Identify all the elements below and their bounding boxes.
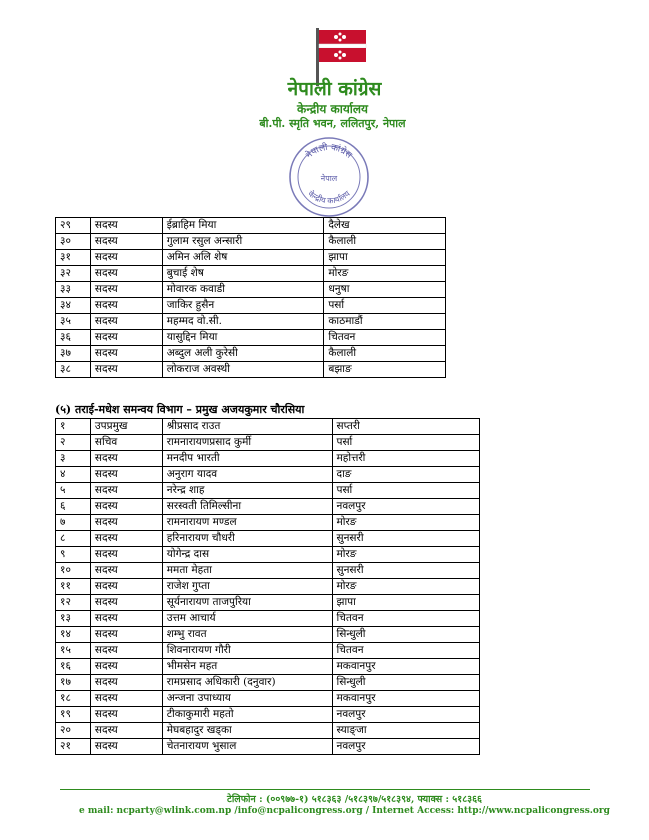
section-heading: (५) तराई-मधेश समन्वय विभाग – प्रमुख अजयकुमार चौरसिया [55,403,305,416]
table-row [56,563,480,579]
serial-number-cell: १७ [56,675,91,691]
table-row [56,451,480,467]
district-cell: मोरङ [332,515,480,531]
party-name: नेपाली कांग्रेस [287,78,382,100]
position-cell: सदस्य [90,451,162,467]
serial-number-cell: १६ [56,659,91,675]
seal-text-bottom: केन्द्रीय कार्यालय [306,189,352,206]
district-cell: चितवन [332,611,480,627]
district-cell: नवलपुर [332,707,480,723]
terai-madhesh-department-table [55,418,480,755]
district-cell: मोरङ [332,547,480,563]
table-row [56,483,480,499]
table-row [56,282,446,298]
serial-number-cell: १३ [56,611,91,627]
serial-number-cell: १८ [56,691,91,707]
member-name-cell: योगेन्द्र दास [162,547,332,563]
member-name-cell: राजेश गुप्ता [162,579,332,595]
serial-number-cell: ३४ [56,298,91,314]
serial-number-cell: ११ [56,579,91,595]
seal-text-middle: नेपाल [320,174,338,183]
district-cell: मकवानपुर [332,659,480,675]
serial-number-cell: २० [56,723,91,739]
district-cell: पर्सा [324,298,446,314]
district-cell: स्याङ्जा [332,723,480,739]
district-cell: काठमाडौं [324,314,446,330]
member-name-cell: रामनारायण मण्डल [162,515,332,531]
serial-number-cell: १२ [56,595,91,611]
district-cell: कैलाली [324,234,446,250]
member-name-cell: महम्मद वो.सी. [162,314,324,330]
district-cell: चितवन [324,330,446,346]
position-cell: सदस्य [90,362,162,378]
position-cell: सदस्य [90,691,162,707]
office-name: केन्द्रीय कार्यालय [296,102,369,116]
member-name-cell: मनदीप भारती [162,451,332,467]
seal-text-top: नेपाली कांग्रेस [304,142,354,161]
district-cell: कैलाली [324,346,446,362]
table-row [56,547,480,563]
table-row [56,250,446,266]
member-name-cell: जाकिर हुसैन [162,298,324,314]
table-row [56,611,480,627]
district-cell: सिन्धुली [332,675,480,691]
table-row [56,627,480,643]
serial-number-cell: २ [56,435,91,451]
table-row [56,218,446,234]
table-row [56,266,446,282]
serial-number-cell: ४ [56,467,91,483]
table-row [56,499,480,515]
position-cell: सदस्य [90,298,162,314]
member-name-cell: सरस्वती तिमिल्सीना [162,499,332,515]
position-cell: सदस्य [90,579,162,595]
position-cell: सदस्य [90,627,162,643]
table-row [56,419,480,435]
district-cell: सुनसरी [332,563,480,579]
position-cell: सदस्य [90,282,162,298]
position-cell: सदस्य [90,707,162,723]
table-row [56,515,480,531]
serial-number-cell: ३८ [56,362,91,378]
position-cell: सदस्य [90,739,162,755]
serial-number-cell: ७ [56,515,91,531]
district-cell: झापा [332,595,480,611]
member-name-cell: अन्जना उपाध्याय [162,691,332,707]
office-address: बी.पी. स्मृति भवन, ललितपुर, नेपाल [259,117,406,130]
member-name-cell: लोकराज अवस्थी [162,362,324,378]
serial-number-cell: १० [56,563,91,579]
position-cell: सदस्य [90,547,162,563]
district-cell: पर्सा [332,483,480,499]
district-cell: मोरङ [324,266,446,282]
table-row [56,691,480,707]
table-row [56,435,480,451]
position-cell: सदस्य [90,346,162,362]
member-name-cell: मोवारक कवाडी [162,282,324,298]
position-cell: सदस्य [90,499,162,515]
member-name-cell: श्रीप्रसाद राउत [162,419,332,435]
district-cell: दाङ [332,467,480,483]
member-name-cell: सूर्यनारायण ताजपुरिया [162,595,332,611]
serial-number-cell: १४ [56,627,91,643]
district-cell: सिन्धुली [332,627,480,643]
member-name-cell: ममता मेहता [162,563,332,579]
member-name-cell: उत्तम आचार्य [162,611,332,627]
position-cell: सदस्य [90,218,162,234]
member-name-cell: गुलाम रसुल अन्सारी [162,234,324,250]
table-row [56,362,446,378]
table-row [56,234,446,250]
position-cell: सदस्य [90,595,162,611]
position-cell: सदस्य [90,611,162,627]
member-name-cell: रामप्रसाद अधिकारी (दनुवार) [162,675,332,691]
position-cell: उपप्रमुख [90,419,162,435]
footer-phone-fax: टेलिफोन : (००९७७-१) ५१८३६३ /५१८३९७/५१८३९४, फ्याक्स : ५१८३६६ [227,794,482,805]
table-row [56,595,480,611]
member-name-cell: यासुद्दिन मिया [162,330,324,346]
member-name-cell: भीमसेन महत [162,659,332,675]
table-row [56,723,480,739]
serial-number-cell: ८ [56,531,91,547]
position-cell: सदस्य [90,483,162,499]
member-name-cell: शम्भु रावत [162,627,332,643]
position-cell: सदस्य [90,659,162,675]
position-cell: सदस्य [90,467,162,483]
serial-number-cell: ६ [56,499,91,515]
district-cell: महोत्तरी [332,451,480,467]
member-name-cell: अब्दुल अली कुरेसी [162,346,324,362]
district-cell: मकवानपुर [332,691,480,707]
member-name-cell: रामनारायणप्रसाद कुर्मी [162,435,332,451]
member-table-continued [55,217,446,378]
table-row [56,707,480,723]
member-name-cell: शिवनारायण गौरी [162,643,332,659]
serial-number-cell: २१ [56,739,91,755]
member-name-cell: नरेन्द्र शाह [162,483,332,499]
district-cell: बझाङ [324,362,446,378]
position-cell: सदस्य [90,563,162,579]
position-cell: सदस्य [90,643,162,659]
serial-number-cell: ३२ [56,266,91,282]
footer-contact-web: e mail: ncparty@wlink.com.np /info@ncpalicongress.org / Internet Access: http://www.ncpalicongress.org [79,806,610,816]
serial-number-cell: ३७ [56,346,91,362]
table-row [56,739,480,755]
position-cell: सदस्य [90,250,162,266]
table-row [56,675,480,691]
table-row [56,298,446,314]
serial-number-cell: १९ [56,707,91,723]
table-row [56,579,480,595]
district-cell: सुनसरी [332,531,480,547]
member-name-cell: चेतनारायण भुसाल [162,739,332,755]
position-cell: सदस्य [90,531,162,547]
district-cell: नवलपुर [332,739,480,755]
district-cell: चितवन [332,643,480,659]
serial-number-cell: ३१ [56,250,91,266]
position-cell: सदस्य [90,234,162,250]
position-cell: सदस्य [90,314,162,330]
serial-number-cell: ३३ [56,282,91,298]
serial-number-cell: ३ [56,451,91,467]
member-name-cell: बुचाई शेष [162,266,324,282]
table-row [56,643,480,659]
table-row [56,531,480,547]
serial-number-cell: १५ [56,643,91,659]
member-name-cell: हरिनारायण चौधरी [162,531,332,547]
serial-number-cell: ३५ [56,314,91,330]
table-row [56,314,446,330]
district-cell: नवलपुर [332,499,480,515]
position-cell: सचिव [90,435,162,451]
district-cell: पर्सा [332,435,480,451]
office-seal-stamp [288,136,370,218]
district-cell: दैलेख [324,218,446,234]
district-cell: धनुषा [324,282,446,298]
position-cell: सदस्य [90,723,162,739]
district-cell: सप्तरी [332,419,480,435]
serial-number-cell: १ [56,419,91,435]
table-row [56,346,446,362]
position-cell: सदस्य [90,675,162,691]
member-name-cell: मेघबहादुर खड्का [162,723,332,739]
member-name-cell: टीकाकुमारी महतो [162,707,332,723]
district-cell: झापा [324,250,446,266]
table-row [56,330,446,346]
position-cell: सदस्य [90,266,162,282]
table-row [56,467,480,483]
footer-divider [60,789,590,790]
position-cell: सदस्य [90,330,162,346]
serial-number-cell: ९ [56,547,91,563]
serial-number-cell: ३० [56,234,91,250]
serial-number-cell: ५ [56,483,91,499]
member-name-cell: ईब्राहिम मिया [162,218,324,234]
member-name-cell: अमिन अलि शेष [162,250,324,266]
district-cell: मोरङ [332,579,480,595]
member-name-cell: अनुराग यादव [162,467,332,483]
serial-number-cell: ३६ [56,330,91,346]
table-row [56,659,480,675]
serial-number-cell: २९ [56,218,91,234]
position-cell: सदस्य [90,515,162,531]
